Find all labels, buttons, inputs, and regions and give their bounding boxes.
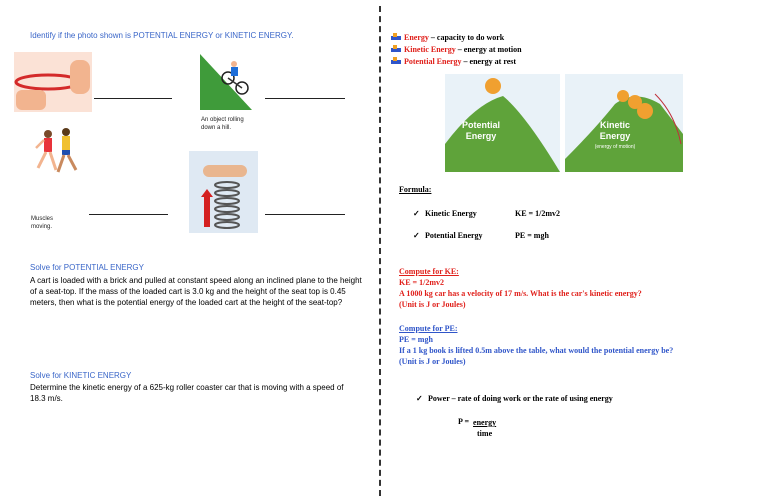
- definition-term: Potential Energy: [404, 57, 462, 66]
- formula-ke-name: Kinetic Energy: [425, 209, 477, 218]
- ke-problem: [399, 266, 749, 310]
- formula-pe-row: [413, 231, 549, 240]
- answer-line-2[interactable]: [265, 98, 345, 99]
- definition-kinetic: [391, 44, 522, 56]
- solve-pe-heading: Solve for POTENTIAL ENERGY: [30, 263, 144, 272]
- definition-potential: [391, 56, 522, 68]
- pe-problem: [399, 323, 759, 367]
- definition-desc: – capacity to do work: [428, 33, 505, 42]
- checkmark-icon: ✓: [413, 231, 420, 240]
- definitions-list: [391, 32, 522, 68]
- pe-problem-heading: Compute for PE:: [399, 324, 458, 333]
- power-numerator: energy: [473, 418, 497, 427]
- ke-label-sub: (energy of motion): [594, 144, 636, 150]
- definition-desc: – energy at rest: [461, 57, 517, 66]
- definition-term: Kinetic Energy: [404, 45, 456, 54]
- caption-rolling: An object rolling down a hill.: [201, 117, 244, 131]
- formula-ke-eq: KE = 1/2mv2: [515, 209, 561, 218]
- definition-desc: – energy at motion: [455, 45, 522, 54]
- ke-problem-heading: Compute for KE:: [399, 267, 459, 276]
- spring-photo: [189, 151, 258, 233]
- pe-problem-unit: (Unit is J or Joules): [399, 357, 466, 366]
- bullet-icon: [391, 33, 401, 41]
- solve-pe-text: A cart is loaded with a brick and pulled at constant speed along an inclined plane to the height of a seat-top. If the mass of the loaded cart is 3.0 kg and the height of the seat top is 0.45 meters, then what is the potential energy of the loaded cart at the height of the seat-top?: [30, 276, 362, 307]
- formula-pe-eq: PE = mgh: [515, 231, 549, 240]
- bullet-icon: [391, 57, 401, 65]
- runners-photo: [28, 124, 84, 196]
- ke-problem-eq: KE = 1/2mv2: [399, 278, 445, 287]
- formula-heading: Formula:: [399, 185, 432, 194]
- solve-ke-text: Determine the kinetic energy of a 625-kg roller coaster car that is moving with a speed of 18.3 m/s.: [30, 383, 344, 403]
- ke-label-line2: Energy: [599, 131, 631, 141]
- answer-line-3[interactable]: [89, 214, 168, 215]
- pe-label-line1: Potential: [461, 120, 500, 130]
- energy-illustration: [445, 74, 683, 172]
- power-term: Power: [428, 394, 450, 403]
- answer-line-4[interactable]: [265, 214, 345, 215]
- solve-ke-heading: Solve for KINETIC ENERGY: [30, 371, 132, 380]
- definition-energy: [391, 32, 522, 44]
- answer-line-1[interactable]: [94, 98, 172, 99]
- ke-problem-text: A 1000 kg car has a velocity of 17 m/s. What is the car's kinetic energy?: [399, 289, 642, 298]
- formula-pe-name: Potential Energy: [425, 231, 483, 240]
- power-denominator: time: [477, 429, 493, 438]
- pe-problem-eq: PE = mgh: [399, 335, 433, 344]
- pe-problem-text: If a 1 kg book is lifted 0.5m above the table, what would the potential energy be?: [399, 346, 674, 355]
- bullet-icon: [391, 45, 401, 53]
- column-divider: [379, 6, 381, 496]
- hill-bike-photo: [200, 52, 254, 112]
- power-row: [416, 394, 613, 403]
- ke-label-line1: Kinetic: [599, 120, 630, 130]
- formula-ke-row: [413, 209, 560, 218]
- checkmark-icon: ✓: [413, 209, 420, 218]
- ke-problem-unit: (Unit is J or Joules): [399, 300, 466, 309]
- pe-label-line2: Energy: [465, 131, 497, 141]
- worksheet-title: Identify if the photo shown is POTENTIAL ENERGY or KINETIC ENERGY.: [30, 31, 294, 40]
- power-desc: – rate of doing work or the rate of using energy: [449, 394, 613, 403]
- caption-muscles: Muscles moving.: [31, 216, 54, 230]
- checkmark-icon: ✓: [416, 394, 423, 403]
- definition-term: Energy: [404, 33, 429, 42]
- power-lhs: P =: [458, 417, 470, 426]
- rubber-band-photo: [14, 52, 92, 112]
- power-formula: [458, 417, 496, 439]
